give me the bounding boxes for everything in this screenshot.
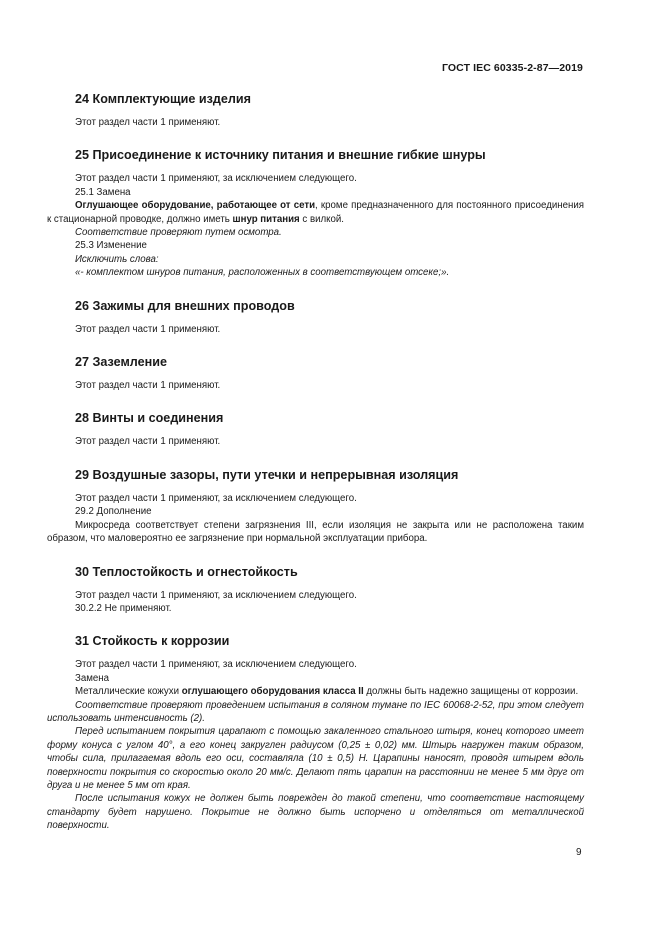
- subclause-heading: 29.2 Дополнение: [75, 506, 152, 518]
- compliance-check: Соответствие проверяют проведением испытания в соляном тумане по IEC 60068-2-52, при этом следует использовать интенсивность (2).: [47, 699, 584, 724]
- paragraph: Этот раздел части 1 применяют, за исключением следующего.: [75, 589, 357, 601]
- paragraph: Этот раздел части 1 применяют.: [75, 380, 221, 392]
- text-run: Металлические кожухи: [75, 686, 182, 698]
- section-title: 27 Заземление: [75, 355, 167, 370]
- section-26: [47, 298, 584, 336]
- section-31: [47, 633, 584, 832]
- paragraph: Исключить слова:: [75, 253, 159, 265]
- section-28: [47, 410, 584, 448]
- defined-term: Оглушающее оборудование, работающее от сети: [75, 200, 316, 212]
- subclause-heading: 30.2.2 Не применяют.: [75, 602, 172, 614]
- defined-term: шнур питания: [232, 213, 300, 225]
- section-title: 24 Комплектующие изделия: [75, 92, 251, 106]
- text-run: , кроме предназначенного для постоянного присоединения к стационарной проводке, должно иметь: [47, 200, 584, 225]
- section-27: [47, 354, 584, 392]
- subclause-heading: 25.3 Изменение: [75, 240, 147, 252]
- paragraph: Микросреда соответствует степени загрязнения III, если изоляция не закрыта или не расположена таким образом, что маловероятно ее загрязнение при нормальной эксплуатации прибора.: [47, 519, 584, 545]
- section-30: [47, 564, 584, 616]
- compliance-check: Соответствие проверяют путем осмотра.: [75, 227, 282, 239]
- section-title: 30 Теплостойкость и огнестойкость: [75, 564, 298, 579]
- section-title: 29 Воздушные зазоры, пути утечки и непрерывная изоляция: [75, 467, 459, 482]
- paragraph: Этот раздел части 1 применяют.: [75, 117, 221, 128]
- text-run: с вилкой.: [299, 213, 344, 225]
- paragraph: Этот раздел части 1 применяют.: [75, 436, 221, 448]
- paragraph: «- комплектом шнуров питания, расположенных в соответствующем отсеке;».: [75, 267, 450, 279]
- page-number: 9: [576, 847, 582, 858]
- section-title: 31 Стойкость к коррозии: [75, 634, 230, 649]
- paragraph: Этот раздел части 1 применяют.: [75, 323, 221, 335]
- paragraph: Этот раздел части 1 применяют, за исключением следующего.: [75, 492, 357, 504]
- section-24: [47, 91, 584, 129]
- document-header: ГОСТ IEC 60335-2-87—2019: [441, 62, 583, 74]
- test-procedure: Перед испытанием покрытия царапают с помощью закаленного стального штыря, конец которого имеет форму конуса с углом 40°, а его конец закруглен радиусом (0,25 ± 0,02) мм. Штырь нагружен таким образом, чтобы сила, прилагаемая вдоль его оси, составляла (10 ± 0,5) Н. Царапины наносят, проводя штырем вдоль поверхности покрытия со скоростью около 20 мм/с. Делают пять царапин на расстоянии не менее 5 мм друг от друга и не менее 5 мм от края.: [47, 726, 584, 791]
- document-content: [47, 91, 584, 851]
- paragraph: Этот раздел части 1 применяют, за исключением следующего.: [75, 173, 357, 185]
- paragraph: [47, 199, 584, 226]
- subclause-heading: Замена: [75, 672, 110, 684]
- defined-term: оглушающего оборудования класса II: [181, 686, 364, 698]
- section-title: 25 Присоединение к источнику питания и внешние гибкие шнуры: [75, 148, 486, 163]
- test-procedure: После испытания кожух не должен быть поврежден до такой степени, что соответствие настоящему стандарту будет нарушено. Покрытие не должно быть испорчено и отделяться от металлической поверхности.: [47, 793, 584, 832]
- paragraph: Этот раздел части 1 применяют, за исключением следующего.: [75, 659, 357, 671]
- section-title: 26 Зажимы для внешних проводов: [75, 298, 295, 313]
- section-title: 28 Винты и соединения: [75, 411, 224, 426]
- subclause-heading: 25.1 Замена: [75, 186, 131, 198]
- section-29: [47, 467, 584, 546]
- paragraph: [47, 685, 584, 698]
- section-25: [47, 147, 584, 279]
- text-run: должны быть надежно защищены от коррозии.: [363, 686, 579, 698]
